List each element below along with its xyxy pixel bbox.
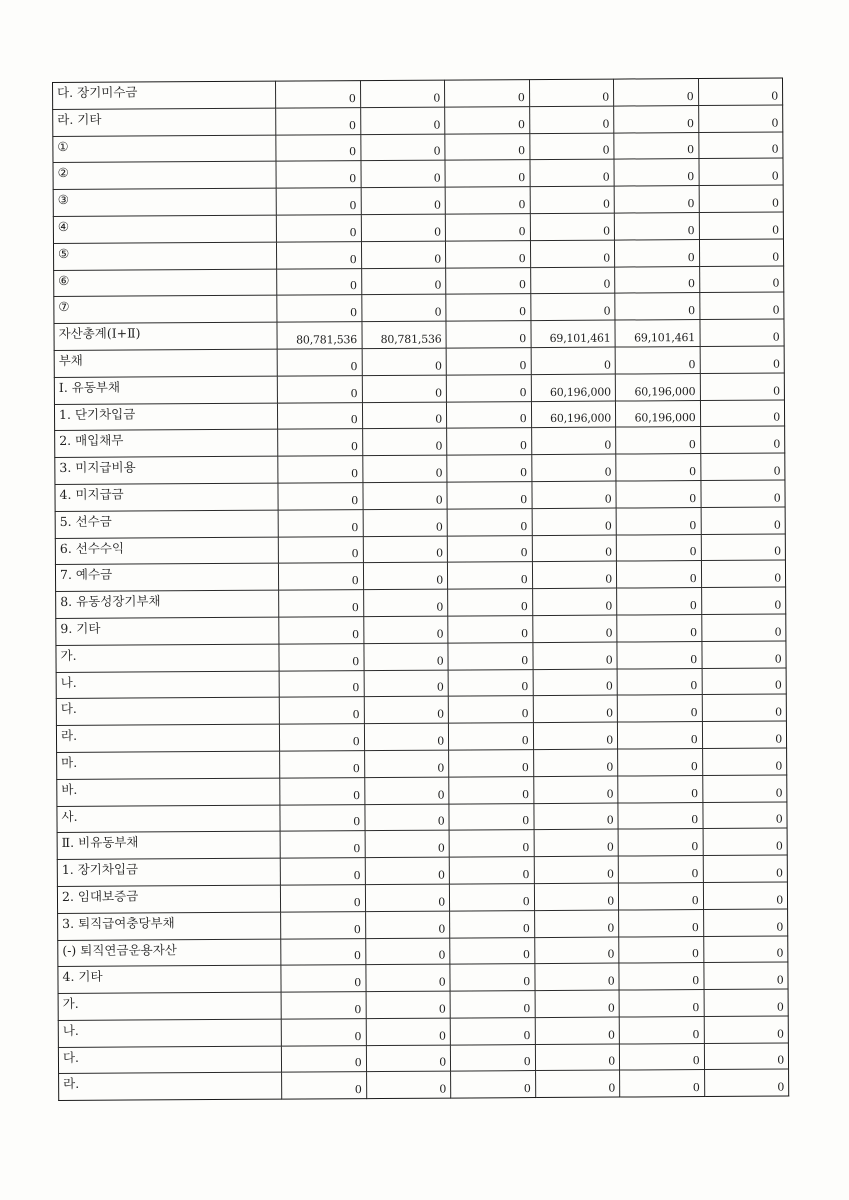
amount-cell: 0 (619, 1043, 704, 1070)
amount-cell: 0 (701, 560, 786, 587)
amount-cell: 0 (279, 670, 364, 697)
amount-cell: 0 (699, 292, 784, 319)
amount-cell: 0 (699, 266, 784, 293)
amount-cell: 0 (533, 803, 618, 830)
amount-cell: 0 (279, 724, 364, 751)
amount-cell: 0 (703, 855, 788, 882)
row-label: 4. 미지급금 (55, 483, 278, 511)
amount-cell: 0 (364, 723, 449, 750)
amount-cell: 0 (365, 938, 450, 965)
amount-cell: 0 (362, 482, 447, 509)
amount-cell: 0 (534, 963, 619, 990)
amount-cell: 0 (618, 775, 703, 802)
amount-cell: 0 (698, 132, 783, 159)
amount-cell: 0 (702, 694, 787, 721)
amount-cell: 0 (278, 483, 363, 510)
row-label: 다. 장기미수금 (53, 81, 276, 109)
amount-cell: 0 (450, 991, 535, 1018)
amount-cell: 0 (445, 106, 530, 133)
amount-cell: 0 (276, 215, 361, 242)
amount-cell: 0 (277, 375, 362, 402)
amount-cell: 0 (617, 614, 702, 641)
amount-cell: 0 (614, 105, 699, 132)
amount-cell: 0 (618, 882, 703, 909)
amount-cell: 0 (281, 1018, 366, 1045)
amount-cell: 0 (699, 239, 784, 266)
amount-cell: 0 (529, 133, 614, 160)
amount-cell: 0 (530, 267, 615, 294)
amount-cell: 0 (703, 828, 788, 855)
amount-cell: 0 (448, 616, 533, 643)
amount-cell: 0 (280, 831, 365, 858)
amount-cell: 0 (531, 427, 616, 454)
amount-cell: 0 (616, 480, 701, 507)
amount-cell: 0 (701, 614, 786, 641)
amount-cell: 0 (700, 480, 785, 507)
row-label: 5. 선수금 (55, 510, 278, 538)
amount-cell: 0 (700, 346, 785, 373)
amount-cell: 0 (703, 882, 788, 909)
amount-cell: 0 (529, 159, 614, 186)
amount-cell: 0 (365, 830, 450, 857)
row-label: 9. 기타 (56, 617, 279, 645)
row-label: 2. 임대보증금 (57, 885, 280, 913)
amount-cell: 0 (448, 669, 533, 696)
amount-cell: 0 (532, 535, 617, 562)
row-label: 나. (58, 1019, 281, 1047)
amount-cell: 0 (281, 1045, 366, 1072)
amount-cell: 0 (619, 936, 704, 963)
amount-cell: 0 (280, 751, 365, 778)
amount-cell: 0 (616, 561, 701, 588)
amount-cell: 0 (276, 134, 361, 161)
amount-cell: 0 (360, 160, 445, 187)
amount-cell: 0 (361, 187, 446, 214)
amount-cell: 0 (529, 106, 614, 133)
amount-cell: 0 (530, 213, 615, 240)
amount-cell: 0 (364, 777, 449, 804)
amount-cell: 0 (619, 963, 704, 990)
row-label: 2. 매입채무 (55, 429, 278, 457)
amount-cell: 0 (281, 992, 366, 1019)
amount-cell: 0 (698, 158, 783, 185)
amount-cell: 0 (535, 1017, 620, 1044)
amount-cell: 0 (532, 642, 617, 669)
amount-cell: 0 (365, 857, 450, 884)
amount-cell: 0 (703, 962, 788, 989)
amount-cell: 0 (534, 829, 619, 856)
amount-cell: 0 (448, 642, 533, 669)
amount-cell: 0 (279, 590, 364, 617)
row-label: 다. (58, 1046, 281, 1074)
amount-cell: 0 (362, 428, 447, 455)
amount-cell: 0 (446, 348, 531, 375)
amount-cell: 0 (617, 695, 702, 722)
row-label: 3. 퇴직급여충당부채 (58, 912, 281, 940)
amount-cell: 0 (614, 186, 699, 213)
amount-cell: 0 (531, 481, 616, 508)
amount-cell: 0 (531, 347, 616, 374)
amount-cell: 0 (360, 107, 445, 134)
amount-cell: 0 (281, 938, 366, 965)
amount-cell: 0 (445, 214, 530, 241)
amount-cell: 0 (447, 535, 532, 562)
amount-cell: 0 (279, 697, 364, 724)
amount-cell: 0 (361, 294, 446, 321)
amount-cell: 0 (366, 991, 451, 1018)
amount-cell: 0 (278, 509, 363, 536)
amount-cell: 0 (365, 911, 450, 938)
amount-cell: 0 (533, 669, 618, 696)
amount-cell: 0 (704, 1043, 789, 1070)
amount-cell: 0 (360, 134, 445, 161)
amount-cell: 0 (530, 240, 615, 267)
row-label: ⑥ (54, 269, 277, 297)
amount-cell: 0 (615, 293, 700, 320)
scanned-ledger-page (52, 78, 788, 1102)
amount-cell: 0 (699, 185, 784, 212)
amount-cell: 60,196,000 (615, 400, 700, 427)
amount-cell: 0 (618, 748, 703, 775)
amount-cell: 0 (277, 295, 362, 322)
amount-cell: 0 (282, 1072, 367, 1099)
amount-cell: 0 (698, 105, 783, 132)
amount-cell: 0 (530, 293, 615, 320)
amount-cell: 0 (276, 107, 361, 134)
row-label: 4. 기타 (58, 965, 281, 993)
amount-cell: 0 (447, 482, 532, 509)
row-label: Ⅰ. 유동부채 (54, 376, 277, 404)
amount-cell: 0 (364, 804, 449, 831)
amount-cell: 0 (533, 722, 618, 749)
amount-cell: 0 (615, 347, 700, 374)
amount-cell: 0 (365, 884, 450, 911)
amount-cell: 0 (281, 911, 366, 938)
amount-cell: 0 (366, 1045, 451, 1072)
amount-cell: 0 (446, 294, 531, 321)
amount-cell: 0 (617, 641, 702, 668)
row-label: 나. (56, 671, 279, 699)
amount-cell: 0 (447, 455, 532, 482)
balance-sheet-table (52, 78, 789, 1102)
row-label: ⑤ (53, 242, 276, 270)
amount-cell: 69,101,461 (615, 320, 700, 347)
amount-cell: 0 (362, 375, 447, 402)
amount-cell: 0 (700, 453, 785, 480)
amount-cell: 0 (276, 161, 361, 188)
amount-cell: 0 (361, 241, 446, 268)
amount-cell: 0 (364, 696, 449, 723)
amount-cell: 0 (618, 829, 703, 856)
amount-cell: 0 (699, 212, 784, 239)
amount-cell: 0 (616, 454, 701, 481)
amount-cell: 0 (448, 696, 533, 723)
amount-cell: 0 (616, 534, 701, 561)
amount-cell: 0 (281, 965, 366, 992)
row-label: ③ (53, 188, 276, 216)
row-label: ② (53, 162, 276, 190)
amount-cell: 0 (363, 562, 448, 589)
row-label: ⑦ (54, 296, 277, 324)
amount-cell: 0 (532, 508, 617, 535)
row-label: 사. (57, 805, 280, 833)
row-label: Ⅱ. 비유동부채 (57, 831, 280, 859)
amount-cell: 0 (700, 373, 785, 400)
amount-cell: 80,781,536 (361, 321, 446, 348)
amount-cell: 0 (445, 187, 530, 214)
amount-cell: 0 (532, 561, 617, 588)
amount-cell: 0 (450, 1044, 535, 1071)
amount-cell: 0 (276, 188, 361, 215)
row-label: 바. (57, 778, 280, 806)
amount-cell: 0 (614, 213, 699, 240)
row-label: 가. (56, 644, 279, 672)
amount-cell: 0 (445, 240, 530, 267)
amount-cell: 0 (534, 937, 619, 964)
amount-cell: 0 (363, 589, 448, 616)
amount-cell: 0 (278, 563, 363, 590)
amount-cell: 0 (702, 668, 787, 695)
amount-cell: 0 (532, 615, 617, 642)
row-label: 라. 기타 (53, 108, 276, 136)
amount-cell: 0 (529, 79, 614, 106)
amount-cell: 0 (699, 319, 784, 346)
amount-cell: 0 (361, 214, 446, 241)
amount-cell: 0 (619, 990, 704, 1017)
amount-cell: 0 (448, 723, 533, 750)
amount-cell: 0 (280, 777, 365, 804)
amount-cell: 0 (698, 78, 783, 105)
amount-cell: 0 (616, 427, 701, 454)
amount-cell: 0 (701, 507, 786, 534)
amount-cell: 0 (448, 589, 533, 616)
amount-cell: 0 (279, 617, 364, 644)
amount-cell: 0 (446, 267, 531, 294)
table-body (53, 78, 789, 1101)
amount-cell: 0 (446, 321, 531, 348)
amount-cell: 80,781,536 (277, 322, 362, 349)
amount-cell: 0 (275, 81, 360, 108)
amount-cell: 0 (702, 721, 787, 748)
amount-cell: 0 (362, 402, 447, 429)
table-row (59, 1070, 789, 1101)
amount-cell: 0 (532, 588, 617, 615)
amount-cell: 0 (451, 1071, 536, 1098)
amount-cell: 0 (700, 426, 785, 453)
amount-cell: 0 (362, 348, 447, 375)
row-label: 라. (59, 1073, 282, 1101)
amount-cell: 0 (613, 79, 698, 106)
amount-cell: 0 (614, 159, 699, 186)
amount-cell: 0 (535, 1044, 620, 1071)
amount-cell: 0 (614, 239, 699, 266)
amount-cell: 0 (364, 750, 449, 777)
row-label: 라. (56, 724, 279, 752)
amount-cell: 0 (617, 722, 702, 749)
amount-cell: 0 (704, 1070, 789, 1097)
amount-cell: 0 (366, 1018, 451, 1045)
amount-cell: 0 (619, 909, 704, 936)
amount-cell: 0 (533, 695, 618, 722)
amount-cell: 0 (449, 776, 534, 803)
amount-cell: 0 (450, 1017, 535, 1044)
amount-cell: 0 (618, 802, 703, 829)
amount-cell: 0 (703, 936, 788, 963)
amount-cell: 0 (703, 909, 788, 936)
amount-cell: 0 (450, 910, 535, 937)
amount-cell: 0 (447, 562, 532, 589)
amount-cell: 0 (362, 455, 447, 482)
amount-cell: 0 (704, 989, 789, 1016)
row-label: 부채 (54, 349, 277, 377)
amount-cell: 0 (276, 241, 361, 268)
amount-cell: 0 (530, 186, 615, 213)
amount-cell: 0 (277, 349, 362, 376)
amount-cell: 0 (535, 1071, 620, 1098)
amount-cell: 0 (534, 910, 619, 937)
row-label: 8. 유동성장기부채 (56, 590, 279, 618)
amount-cell: 0 (531, 454, 616, 481)
amount-cell: 0 (366, 1072, 451, 1099)
amount-cell: 0 (363, 509, 448, 536)
amount-cell: 60,196,000 (531, 401, 616, 428)
amount-cell: 0 (444, 80, 529, 107)
amount-cell: 0 (617, 668, 702, 695)
amount-cell: 0 (449, 803, 534, 830)
amount-cell: 0 (533, 776, 618, 803)
amount-cell: 0 (280, 858, 365, 885)
amount-cell: 0 (363, 616, 448, 643)
amount-cell: 0 (702, 802, 787, 829)
amount-cell: 0 (277, 402, 362, 429)
amount-cell: 0 (702, 748, 787, 775)
row-label: ④ (53, 215, 276, 243)
amount-cell: 0 (360, 80, 445, 107)
amount-cell: 0 (450, 964, 535, 991)
amount-cell: 0 (704, 1016, 789, 1043)
amount-cell: 0 (534, 856, 619, 883)
amount-cell: 0 (278, 456, 363, 483)
amount-cell: 0 (446, 401, 531, 428)
amount-cell: 0 (278, 429, 363, 456)
amount-cell: 0 (618, 856, 703, 883)
amount-cell: 0 (445, 133, 530, 160)
row-label: 1. 단기차입금 (54, 403, 277, 431)
row-label: 자산총계(Ⅰ+Ⅱ) (54, 322, 277, 350)
amount-cell: 0 (365, 964, 450, 991)
amount-cell: 0 (449, 857, 534, 884)
amount-cell: 0 (277, 268, 362, 295)
amount-cell: 0 (700, 400, 785, 427)
amount-cell: 0 (363, 536, 448, 563)
amount-cell: 0 (619, 1016, 704, 1043)
amount-cell: 0 (279, 643, 364, 670)
amount-cell: 0 (701, 641, 786, 668)
amount-cell: 0 (701, 534, 786, 561)
amount-cell: 0 (446, 374, 531, 401)
amount-cell: 0 (280, 885, 365, 912)
amount-cell: 0 (701, 587, 786, 614)
amount-cell: 0 (617, 588, 702, 615)
row-label: 6. 선수수익 (55, 537, 278, 565)
amount-cell: 0 (445, 160, 530, 187)
amount-cell: 60,196,000 (531, 374, 616, 401)
row-label: 3. 미지급비용 (55, 456, 278, 484)
amount-cell: 69,101,461 (530, 320, 615, 347)
amount-cell: 0 (449, 749, 534, 776)
row-label: 7. 예수금 (55, 563, 278, 591)
row-label: 1. 장기차입금 (57, 858, 280, 886)
row-label: (-) 퇴직연금운용자산 (58, 939, 281, 967)
amount-cell: 0 (535, 990, 620, 1017)
amount-cell: 0 (449, 883, 534, 910)
row-label: 마. (57, 751, 280, 779)
row-label: ① (53, 135, 276, 163)
amount-cell: 0 (364, 670, 449, 697)
row-label: 다. (56, 697, 279, 725)
amount-cell: 0 (361, 268, 446, 295)
amount-cell: 0 (447, 508, 532, 535)
amount-cell: 0 (447, 428, 532, 455)
amount-cell: 0 (363, 643, 448, 670)
amount-cell: 0 (616, 507, 701, 534)
row-label: 가. (58, 992, 281, 1020)
amount-cell: 0 (702, 775, 787, 802)
amount-cell: 0 (534, 883, 619, 910)
amount-cell: 0 (450, 937, 535, 964)
amount-cell: 60,196,000 (615, 373, 700, 400)
amount-cell: 0 (533, 749, 618, 776)
amount-cell: 0 (278, 536, 363, 563)
amount-cell: 0 (615, 266, 700, 293)
amount-cell: 0 (280, 804, 365, 831)
amount-cell: 0 (449, 830, 534, 857)
amount-cell: 0 (614, 132, 699, 159)
amount-cell: 0 (620, 1070, 705, 1097)
